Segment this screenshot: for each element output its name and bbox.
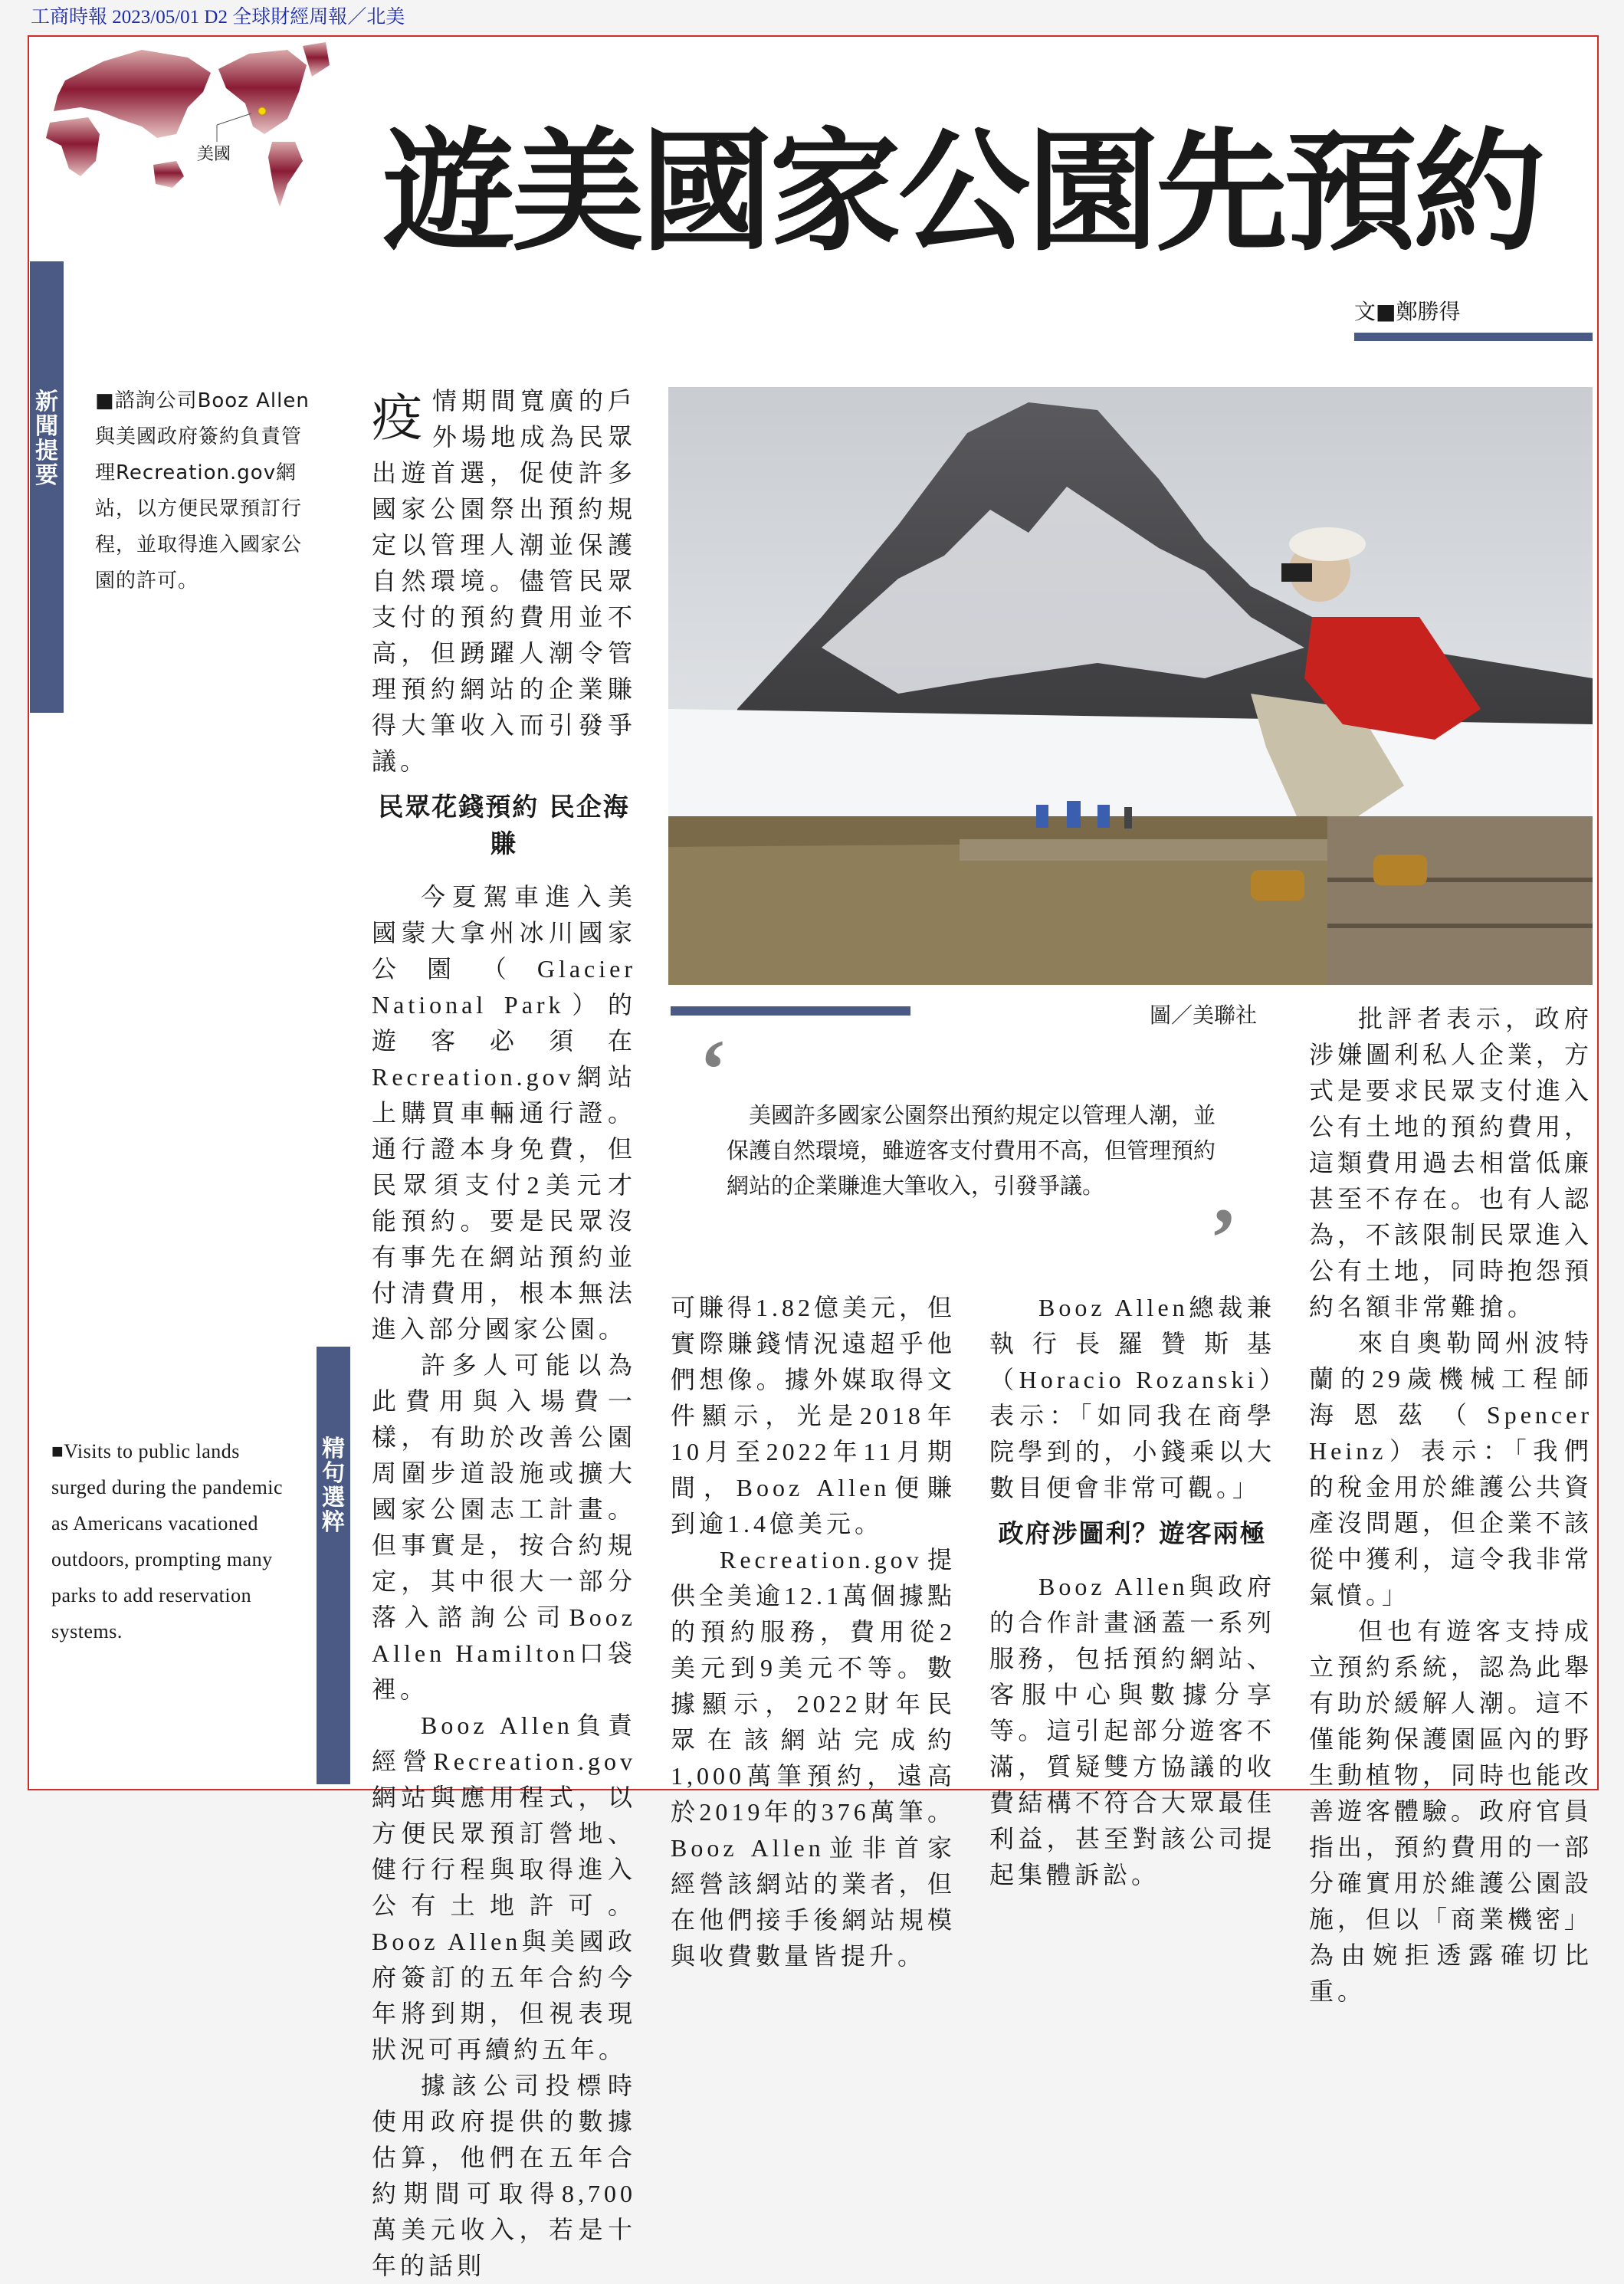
article-column-2: [671, 1290, 956, 1974]
article-title: 遊美國家公園先預約: [383, 113, 1542, 269]
paragraph: 但也有遊客支持成立預約系統，認為此舉有助於緩解人潮。這不僅能夠保護園區內的野生動植物，同時也能改善遊客體驗。政府官員指出，預約費用的一部分確實用於維護公園設施，但以「商業機密」為由婉拒透露確切比重。: [1309, 1617, 1593, 2005]
paragraph: 據該公司投標時使用政府提供的數據估算，他們在五年合約期間可取得8,700萬美元收入，若是十年的話則: [372, 2072, 636, 2279]
paragraph: Booz Allen與政府的合作計畫涵蓋一系列服務，包括預約網站、客服中心與數據分享等。這引起部分遊客不滿，質疑雙方協議的收費結構不符合大眾最佳利益，甚至對該公司提起集體訴訟。: [989, 1573, 1275, 1889]
publication-header: 工商時報 2023/05/01 D2 全球財經周報／北美: [31, 7, 405, 28]
highlight-tab: [317, 1347, 350, 1784]
close-quote-icon: ’: [1209, 1191, 1238, 1285]
english-summary: ■Visits to public lands surged during the pandemic as Americans vacationed outdoors, prompting many parks to add reservation systems.: [51, 1440, 284, 1642]
article-column-4: [1309, 1001, 1593, 2010]
north-america-shape: [218, 50, 307, 134]
highlight-label: 精句選粹: [322, 1436, 345, 1536]
subhead: 政府涉圖利？遊客兩極: [998, 1518, 1267, 1548]
paragraph: 今夏駕車進入美國蒙大拿州冰川國家公園（Glacier National Park）的遊客必須在Recreation.gov網站上購買車輛通行證。通行證本身免費，但民眾須支付2美元才能預約。要是民眾沒有事先在網站預約並付清費用，根本無法進入部分國家公園。: [372, 883, 636, 1343]
map-label: 美國: [197, 144, 231, 163]
paragraph: Booz Allen總裁兼執行長羅贊斯基（Horacio Rozanski）表示：「如同我在商學院學到的，小錢乘以大數目便會非常可觀。」: [989, 1294, 1275, 1501]
paragraph: 來自奧勒岡州波特蘭的29歲機械工程師海恩茲（Spencer Heinz）表示：「我們的稅金用於維護公共資產沒問題，但企業不該從中獲利，這令我非常氣憤。」: [1309, 1329, 1593, 1609]
intro-paragraph: [372, 383, 636, 779]
africa-shape: [46, 117, 100, 176]
wooden-steps: [1327, 816, 1593, 985]
world-map: [34, 34, 341, 218]
article-photo: [668, 387, 1593, 985]
paragraph: 許多人可能以為此費用與入場費一樣，有助於改善公園周圍步道設施或擴大國家公園志工計畫。但事實是，按合約規定，其中很大一部分落入諮詢公司Booz Allen Hamilton口袋裡。: [372, 1351, 636, 1703]
article-column-1: [372, 383, 636, 2284]
paragraph: 可賺得1.82億美元，但實際賺錢情況遠超乎他們想像。據外媒取得文件顯示，光是2018年10月至2022年11月期間，Booz Allen便賺到逾1.4億美元。: [671, 1294, 956, 1537]
intro-text: 情期間寬廣的戶外場地成為民眾出遊首選，促使許多國家公園祭出預約規定以管理人潮並保護自然環境。儘管民眾支付的預約費用並不高，但踴躍人潮令管理預約網站的企業賺得大筆收入而引發爭議。: [372, 387, 636, 775]
pull-quote: 美國許多國家公園祭出預約規定以管理人潮，並保護自然環境，雖遊客支付費用不高，但管理預約網站的企業賺進大筆收入，引發爭議。: [727, 1102, 1216, 1199]
greenland-shape: [303, 42, 330, 77]
news-summary-label: 新聞提要: [35, 389, 58, 489]
south-america-shape: [268, 142, 303, 207]
drop-cap: 疫: [372, 391, 426, 447]
open-quote-icon: ‘: [699, 1022, 727, 1116]
subhead: 民眾花錢預約 民企海賺: [378, 792, 630, 858]
australia-shape: [153, 161, 184, 188]
paragraph: Booz Allen負責經營Recreation.gov網站與應用程式，以方便民眾預訂營地、健行行程與取得進入公有土地許可。Booz Allen與美國政府簽訂的五年合約今年將到期，但視表現狀況可再續約五年。: [372, 1711, 636, 2063]
news-summary: ■諮詢公司Booz Allen與美國政府簽約負責管理Recreation.gov網站，以方便民眾預訂行程，並取得進入國家公園的許可。: [95, 389, 310, 592]
news-summary-tab: [30, 261, 64, 713]
paragraph: 批評者表示，政府涉嫌圖利私人企業，方式是要求民眾支付進入公有土地的預約費用，這類費用過去相當低廉甚至不存在。也有人認為，不該限制民眾進入公有土地，同時抱怨預約名額非常難搶。: [1309, 1005, 1593, 1321]
us-marker-icon: [258, 107, 266, 115]
paragraph: Recreation.gov提供全美逾12.1萬個據點的預約服務，費用從2美元到9美元不等。數據顯示，2022財年民眾在該網站完成約1,000萬筆預約，遠高於2019年的376萬筆。Booz Allen並非首家經營該網站的業者，但在他們接手後網站規模與收費數量皆提升。: [671, 1546, 956, 1970]
article-column-3: [989, 1290, 1275, 1893]
photo-credit: 圖／美聯社: [1150, 1003, 1258, 1028]
byline: 文■鄭勝得: [1354, 299, 1461, 324]
photo-divider: [671, 1006, 910, 1016]
byline-divider: [1354, 333, 1593, 341]
